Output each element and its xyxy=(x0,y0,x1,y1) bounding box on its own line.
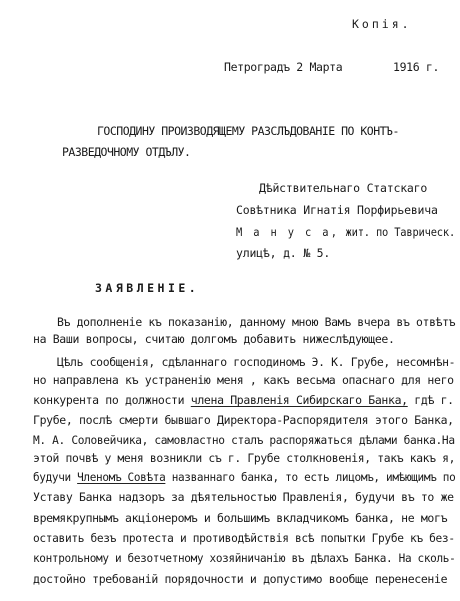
body-line-11: времякрупнымъ акціонеромъ и большимъ вкладчикомъ банка, не могъ xyxy=(33,511,448,525)
body-line-10: Уставу Банка надзоръ за дѣятельностью Правленія, будучи въ то же xyxy=(33,490,454,504)
body-line-1: Въ дополненіе къ показанію, данному мною Вамъ вчера въ отвѣтъ xyxy=(57,315,456,329)
body-line-5 xyxy=(33,393,454,407)
addressee-line-1: ГОСПОДИНУ ПРОИЗВОДЯЩЕМУ РАЗСЛЪДОВАНІЕ ПО КОНТЪ- xyxy=(97,124,399,138)
place-date: Петроградъ 2 Марта xyxy=(224,60,343,74)
sender-surname: М а н у с а, xyxy=(236,225,340,239)
body-text: конкурента по должности xyxy=(33,393,191,407)
copy-mark: Копія. xyxy=(352,17,412,31)
sender-line-3 xyxy=(236,225,455,239)
body-line-8: этой почвѣ у меня возникли съ г. Грубе столкновенія, такъ какъ я, xyxy=(33,451,456,465)
sender-line-4: улицѣ, д. № 5. xyxy=(236,246,331,260)
body-line-7: М. А. Соловейчика, самовластно сталъ распоряжаться дѣлами банка.На xyxy=(33,433,455,447)
underlined-council-member: Членомъ Совѣта xyxy=(77,470,166,484)
body-text: будучи xyxy=(33,470,78,484)
body-line-13: контрольному и безотчетному хозяйничанію въ дѣлахъ Банка. На сколь- xyxy=(33,551,456,565)
underlined-position: члена Правленія Сибирскаго Банка, xyxy=(190,393,408,407)
body-line-6: Грубе, послѣ смерти бывшаго Директора-Распорядителя этого Банка, xyxy=(33,413,454,427)
sender-residence: жит. по Таврическ. xyxy=(345,225,456,239)
body-line-9 xyxy=(33,470,455,484)
addressee-line-2: РАЗВЕДОЧНОМУ ОТДЪЛУ. xyxy=(62,145,191,159)
year: 1916 г. xyxy=(393,60,440,74)
body-line-12: оставить безъ протеста и противодѣйствія всѣ попытки Грубе къ без- xyxy=(33,531,455,545)
body-text: названнаго банка, то есть лицомъ, имѣющимъ по xyxy=(165,470,456,484)
sender-line-1: Дѣйствительнаго Статскаго xyxy=(259,181,428,195)
body-text: гдѣ г. xyxy=(407,393,454,407)
body-line-4: но направлена къ устраненію меня , какъ весьма опаснаго для него xyxy=(33,373,454,387)
body-line-2: на Ваши вопросы, считаю долгомъ добавить нижеслѣдующее. xyxy=(33,332,395,346)
body-line-3: Цѣль сообщенія, сдѣланнаго господиномъ Э. К. Грубе, несомнѣн- xyxy=(57,355,456,369)
sender-line-2: Совѣтника Игнатія Порфирьевича xyxy=(236,203,438,217)
document-title: ЗАЯВЛЕНІЕ. xyxy=(95,281,200,295)
body-line-14: достойно требованій порядочности и допустимо вообще перенесеніе xyxy=(33,572,448,586)
